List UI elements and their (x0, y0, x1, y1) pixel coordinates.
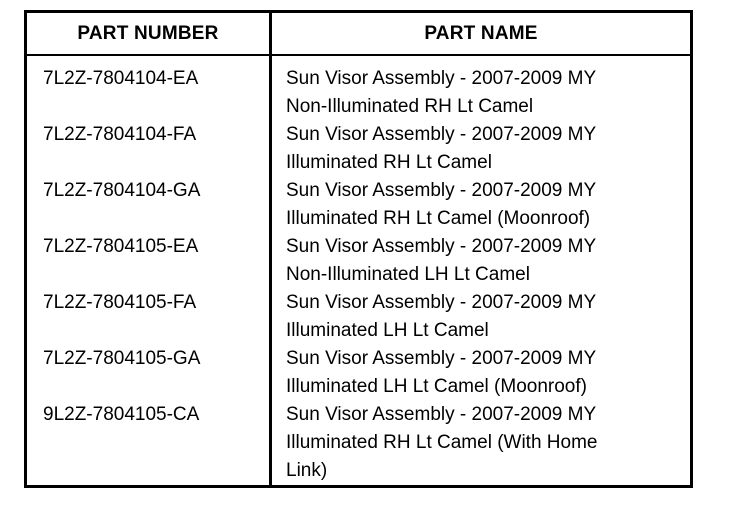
part-name-cell: Sun Visor Assembly - 2007-2009 MY Illuminated LH Lt Camel (Moonroof) (286, 348, 597, 397)
part-number-cell: 7L2Z-7804104-GA (43, 180, 201, 201)
part-name-cell: Sun Visor Assembly - 2007-2009 MY Illuminated RH Lt Camel (Moonroof) (286, 180, 597, 229)
part-name-cell: Sun Visor Assembly - 2007-2009 MY Illuminated RH Lt Camel (286, 124, 597, 173)
part-number-cell: 7L2Z-7804105-GA (43, 348, 201, 369)
part-name-cell: Sun Visor Assembly - 2007-2009 MY Non-Illuminated LH Lt Camel (286, 236, 597, 285)
part-number-cell: 7L2Z-7804105-EA (43, 236, 199, 257)
table-body (27, 65, 690, 485)
parts-table (24, 10, 693, 488)
table-row (27, 289, 690, 345)
table-row (27, 177, 690, 233)
table-row (27, 345, 690, 401)
table-row (27, 121, 690, 177)
part-name-cell: Sun Visor Assembly - 2007-2009 MY Illuminated LH Lt Camel (286, 292, 597, 341)
part-number-cell: 9L2Z-7804105-CA (43, 404, 200, 425)
part-number-cell: 7L2Z-7804104-EA (43, 68, 199, 89)
table-row (27, 233, 690, 289)
part-name-cell: Sun Visor Assembly - 2007-2009 MY Non-Illuminated RH Lt Camel (286, 68, 597, 117)
part-name-cell: Sun Visor Assembly - 2007-2009 MY Illuminated RH Lt Camel (With Home Link) (286, 404, 598, 481)
table-header-row (27, 13, 690, 56)
header-part-number: PART NUMBER (77, 22, 219, 44)
part-number-cell: 7L2Z-7804104-FA (43, 124, 197, 145)
header-part-name: PART NAME (424, 22, 538, 44)
part-number-cell: 7L2Z-7804105-FA (43, 292, 197, 313)
table-row (27, 65, 690, 121)
table-row (27, 401, 690, 485)
